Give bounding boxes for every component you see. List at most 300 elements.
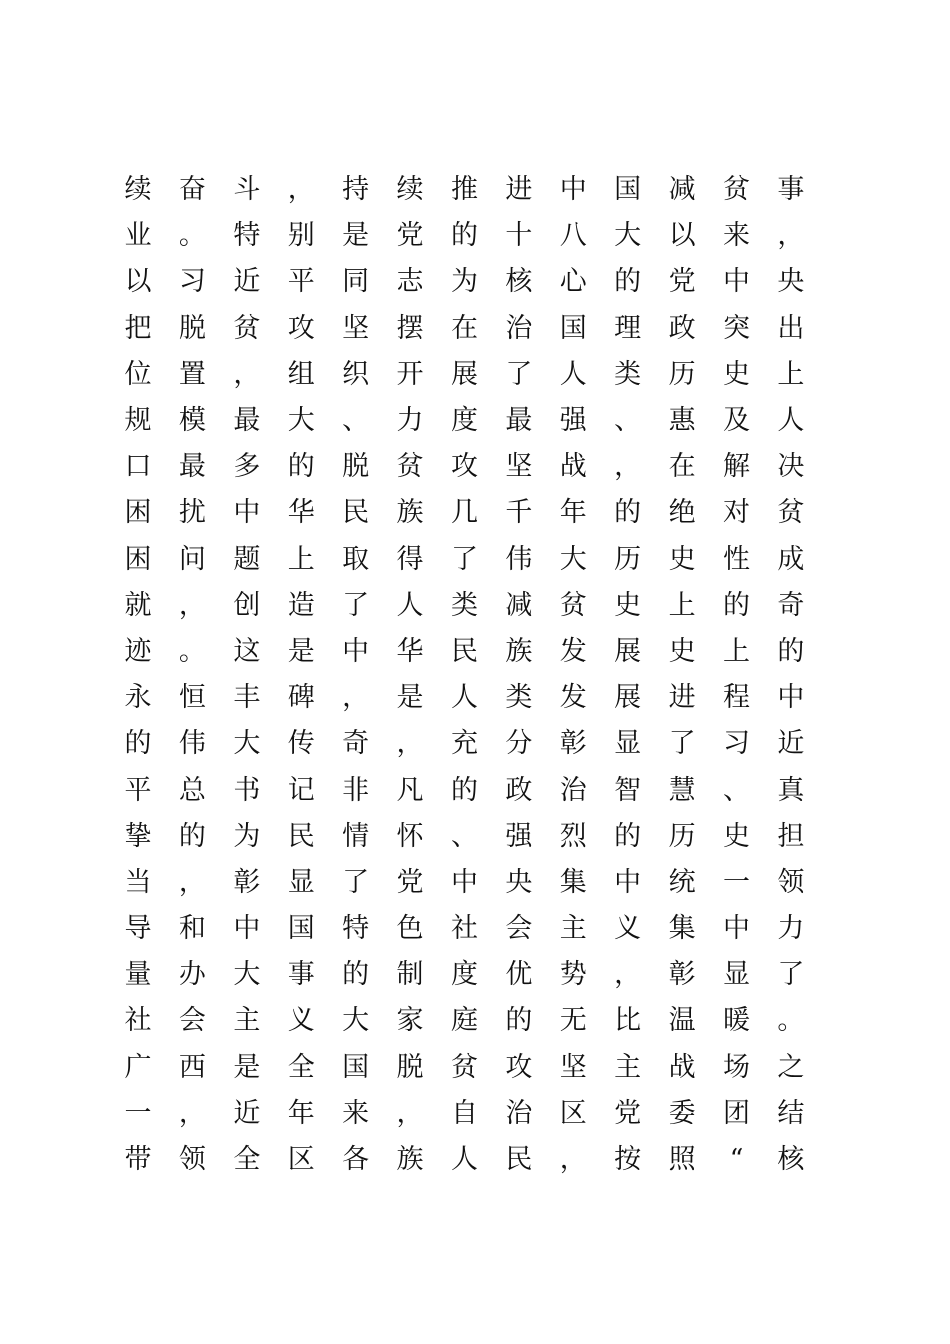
text-line	[112, 167, 817, 213]
text-char: 族	[505, 635, 533, 667]
text-char: 对	[722, 497, 750, 529]
text-char: 习	[722, 728, 750, 760]
text-char: 模	[178, 405, 206, 437]
text-char: 战	[559, 451, 587, 483]
text-char: 十	[505, 220, 533, 252]
text-char: 发	[559, 682, 587, 714]
text-char: 历	[614, 543, 642, 575]
text-char: 的	[450, 774, 478, 806]
text-char: 的	[505, 1005, 533, 1037]
text-char: ，	[614, 451, 642, 483]
text-char: 量	[124, 959, 152, 991]
text-char: 家	[396, 1005, 424, 1037]
text-char: 的	[178, 820, 206, 852]
text-line	[112, 352, 817, 398]
text-char: ，	[396, 1097, 424, 1129]
text-char: 政	[668, 312, 696, 344]
text-char: 核	[777, 1144, 805, 1176]
text-char: 带	[124, 1144, 152, 1176]
text-char: 坚	[342, 312, 370, 344]
text-char: ，	[178, 866, 206, 898]
text-char: 上	[287, 543, 315, 575]
text-char: 自	[450, 1097, 478, 1129]
text-char: 攻	[505, 1051, 533, 1083]
text-char: 度	[450, 405, 478, 437]
text-char: 永	[124, 682, 152, 714]
text-char: 主	[614, 1051, 642, 1083]
text-char: 贫	[233, 312, 261, 344]
text-char: 委	[668, 1097, 696, 1129]
text-char: 一	[722, 866, 750, 898]
text-char: 了	[342, 866, 370, 898]
text-char: 置	[178, 358, 206, 390]
text-char: 中	[233, 497, 261, 529]
text-char: 党	[396, 866, 424, 898]
text-char: 人	[777, 405, 805, 437]
text-char: 显	[287, 866, 315, 898]
text-char: 习	[178, 266, 206, 298]
text-char: 是	[287, 635, 315, 667]
text-char: 党	[396, 220, 424, 252]
text-char: 国	[287, 913, 315, 945]
text-char: 减	[505, 589, 533, 621]
text-char: 的	[614, 820, 642, 852]
text-char: 中	[450, 866, 478, 898]
text-char: 温	[668, 1005, 696, 1037]
text-char: 贫	[396, 451, 424, 483]
text-char: 人	[450, 1144, 478, 1176]
text-char: ，	[287, 174, 315, 206]
text-char: 及	[722, 405, 750, 437]
text-char: 是	[342, 220, 370, 252]
text-char: 了	[777, 959, 805, 991]
text-char: 大	[287, 405, 315, 437]
text-char: 了	[342, 589, 370, 621]
text-char: 是	[233, 1051, 261, 1083]
text-char: 展	[614, 635, 642, 667]
text-char: 照	[668, 1144, 696, 1176]
text-char: 度	[450, 959, 478, 991]
text-char: 显	[614, 728, 642, 760]
text-char: 贫	[559, 589, 587, 621]
text-char: 类	[505, 682, 533, 714]
text-line	[112, 213, 817, 259]
text-char: 中	[559, 174, 587, 206]
text-line	[112, 998, 817, 1044]
text-char: ，	[777, 220, 805, 252]
text-char: 绝	[668, 497, 696, 529]
text-char: 特	[342, 913, 370, 945]
text-char: 同	[342, 266, 370, 298]
text-char: 庭	[450, 1005, 478, 1037]
text-char: 族	[396, 1144, 424, 1176]
text-char: 中	[722, 913, 750, 945]
text-char: 按	[614, 1144, 642, 1176]
text-char: 彰	[559, 728, 587, 760]
text-char: 民	[505, 1144, 533, 1176]
text-char: 强	[505, 820, 533, 852]
text-char: 烈	[559, 820, 587, 852]
text-line	[112, 906, 817, 952]
text-char: 中	[342, 635, 370, 667]
text-char: 以	[124, 266, 152, 298]
text-char: 历	[668, 358, 696, 390]
text-char: 组	[287, 358, 315, 390]
text-char: 总	[178, 774, 206, 806]
text-line	[112, 444, 817, 490]
text-char: 传	[287, 728, 315, 760]
text-char: 心	[559, 266, 587, 298]
text-char: 来	[342, 1097, 370, 1129]
text-char: 成	[777, 543, 805, 575]
text-char: 奇	[777, 589, 805, 621]
text-char: 决	[777, 451, 805, 483]
text-char: 推	[450, 174, 478, 206]
text-char: 口	[124, 451, 152, 483]
text-char: 进	[505, 174, 533, 206]
text-char: 近	[777, 728, 805, 760]
text-line	[112, 259, 817, 305]
body-text	[112, 167, 817, 1183]
text-line	[112, 952, 817, 998]
text-char: 就	[124, 589, 152, 621]
text-char: 类	[614, 358, 642, 390]
text-char: 多	[233, 451, 261, 483]
text-char: 近	[233, 1097, 261, 1129]
text-char: 人	[396, 589, 424, 621]
text-char: 大	[233, 728, 261, 760]
text-char: 民	[450, 635, 478, 667]
text-char: ，	[396, 728, 424, 760]
text-char: “	[729, 1144, 744, 1176]
text-char: 当	[124, 866, 152, 898]
text-char: 分	[505, 728, 533, 760]
text-char: 力	[396, 405, 424, 437]
text-char: 、	[722, 774, 750, 806]
text-char: 上	[722, 635, 750, 667]
text-char: ，	[342, 682, 370, 714]
text-char: 民	[342, 497, 370, 529]
text-char: 中	[722, 266, 750, 298]
text-char: 、	[342, 405, 370, 437]
text-line	[112, 721, 817, 767]
text-char: 织	[342, 358, 370, 390]
text-char: 党	[614, 1097, 642, 1129]
text-char: 中	[233, 913, 261, 945]
text-char: 位	[124, 358, 152, 390]
text-char: 区	[287, 1144, 315, 1176]
text-char: 困	[124, 497, 152, 529]
text-char: 史	[722, 358, 750, 390]
text-char: 理	[614, 312, 642, 344]
text-char: 千	[505, 497, 533, 529]
text-char: 是	[396, 682, 424, 714]
text-char: 了	[505, 358, 533, 390]
text-char: 势	[559, 959, 587, 991]
text-char: 、	[450, 820, 478, 852]
text-char: 中	[614, 866, 642, 898]
text-char: 的	[124, 728, 152, 760]
text-char: 办	[178, 959, 206, 991]
text-char: 进	[668, 682, 696, 714]
text-char: 的	[777, 635, 805, 667]
text-char: 奇	[342, 728, 370, 760]
text-char: 的	[722, 589, 750, 621]
text-char: 暖	[722, 1005, 750, 1037]
text-char: 历	[668, 820, 696, 852]
text-char: ，	[559, 1144, 587, 1176]
text-char: 题	[233, 543, 261, 575]
text-line	[112, 583, 817, 629]
text-char: 平	[124, 774, 152, 806]
text-char: 程	[722, 682, 750, 714]
text-char: 业	[124, 220, 152, 252]
text-char: ，	[614, 959, 642, 991]
text-char: 社	[450, 913, 478, 945]
text-char: 广	[124, 1051, 152, 1083]
text-char: 情	[342, 820, 370, 852]
text-line	[112, 306, 817, 352]
text-char: 智	[614, 774, 642, 806]
text-char: 最	[233, 405, 261, 437]
text-char: 党	[668, 266, 696, 298]
text-line	[112, 1091, 817, 1137]
text-char: 得	[396, 543, 424, 575]
text-char: 人	[559, 358, 587, 390]
text-char: 央	[777, 266, 805, 298]
text-char: 丰	[233, 682, 261, 714]
text-char: 大	[342, 1005, 370, 1037]
text-char: 集	[668, 913, 696, 945]
text-char: 的	[287, 451, 315, 483]
text-char: 上	[777, 358, 805, 390]
text-char: 国	[614, 174, 642, 206]
text-char: 坚	[559, 1051, 587, 1083]
text-char: 主	[559, 913, 587, 945]
text-char: 凡	[396, 774, 424, 806]
text-char: 区	[559, 1097, 587, 1129]
text-char: 八	[559, 220, 587, 252]
text-char: 展	[450, 358, 478, 390]
text-char: 力	[777, 913, 805, 945]
text-char: 奋	[178, 174, 206, 206]
text-char: 规	[124, 405, 152, 437]
text-char: 色	[396, 913, 424, 945]
text-char: 治	[505, 1097, 533, 1129]
text-char: 国	[559, 312, 587, 344]
text-char: 中	[777, 682, 805, 714]
text-char: 攻	[287, 312, 315, 344]
text-char: 扰	[178, 497, 206, 529]
text-char: 贫	[450, 1051, 478, 1083]
text-char: 别	[287, 220, 315, 252]
text-char: 族	[396, 497, 424, 529]
text-char: 会	[505, 913, 533, 945]
text-char: 惠	[668, 405, 696, 437]
text-char: 。	[777, 1005, 805, 1037]
text-char: 央	[505, 866, 533, 898]
text-char: 年	[287, 1097, 315, 1129]
text-char: 突	[722, 312, 750, 344]
text-char: 统	[668, 866, 696, 898]
text-char: 领	[178, 1144, 206, 1176]
text-char: 义	[287, 1005, 315, 1037]
text-line	[112, 490, 817, 536]
text-char: 年	[559, 497, 587, 529]
text-char: 把	[124, 312, 152, 344]
text-line	[112, 767, 817, 813]
text-char: 造	[287, 589, 315, 621]
text-char: 脱	[178, 312, 206, 344]
text-line	[112, 860, 817, 906]
text-char: 事	[777, 174, 805, 206]
text-char: 充	[450, 728, 478, 760]
text-char: 上	[668, 589, 696, 621]
text-char: 碑	[287, 682, 315, 714]
text-char: 优	[505, 959, 533, 991]
text-char: 慧	[668, 774, 696, 806]
text-char: 比	[614, 1005, 642, 1037]
text-char: 核	[505, 266, 533, 298]
text-char: 担	[777, 820, 805, 852]
text-char: 为	[233, 820, 261, 852]
text-char: 伟	[505, 543, 533, 575]
text-char: 集	[559, 866, 587, 898]
text-line	[112, 814, 817, 860]
text-char: 迹	[124, 635, 152, 667]
text-char: 导	[124, 913, 152, 945]
text-char: 为	[450, 266, 478, 298]
text-line	[112, 537, 817, 583]
text-char: 近	[233, 266, 261, 298]
text-char: 史	[668, 543, 696, 575]
text-line	[112, 398, 817, 444]
text-char: 全	[287, 1051, 315, 1083]
text-char: 伟	[178, 728, 206, 760]
text-char: 领	[777, 866, 805, 898]
text-char: 坚	[505, 451, 533, 483]
text-char: 。	[178, 635, 206, 667]
text-char: 史	[668, 635, 696, 667]
text-char: 非	[342, 774, 370, 806]
text-char: 显	[722, 959, 750, 991]
text-char: 社	[124, 1005, 152, 1037]
text-char: 创	[233, 589, 261, 621]
text-char: 开	[396, 358, 424, 390]
text-char: 记	[287, 774, 315, 806]
text-char: 来	[722, 220, 750, 252]
text-char: 大	[559, 543, 587, 575]
text-char: 无	[559, 1005, 587, 1037]
text-char: 贫	[722, 174, 750, 206]
text-char: 这	[233, 635, 261, 667]
text-char: 主	[233, 1005, 261, 1037]
text-char: 国	[342, 1051, 370, 1083]
text-char: 一	[124, 1097, 152, 1129]
text-char: 史	[722, 820, 750, 852]
text-char: 、	[614, 405, 642, 437]
text-char: 大	[614, 220, 642, 252]
text-char: 挚	[124, 820, 152, 852]
text-char: 结	[777, 1097, 805, 1129]
text-char: 的	[342, 959, 370, 991]
text-char: 怀	[396, 820, 424, 852]
text-char: 脱	[342, 451, 370, 483]
text-char: 彰	[668, 959, 696, 991]
text-char: 贫	[777, 497, 805, 529]
text-char: 会	[178, 1005, 206, 1037]
text-char: 。	[178, 220, 206, 252]
text-char: 解	[722, 451, 750, 483]
text-char: 摆	[396, 312, 424, 344]
text-char: 民	[287, 820, 315, 852]
text-char: 最	[178, 451, 206, 483]
text-char: 西	[178, 1051, 206, 1083]
text-char: 特	[233, 220, 261, 252]
text-char: 政	[505, 774, 533, 806]
text-char: 史	[614, 589, 642, 621]
text-char: 出	[777, 312, 805, 344]
text-char: 战	[668, 1051, 696, 1083]
text-char: 全	[233, 1144, 261, 1176]
text-char: 以	[668, 220, 696, 252]
text-char: 恒	[178, 682, 206, 714]
text-line	[112, 1137, 817, 1183]
text-line	[112, 629, 817, 675]
text-char: 了	[450, 543, 478, 575]
text-char: 类	[450, 589, 478, 621]
text-char: 最	[505, 405, 533, 437]
text-line	[112, 675, 817, 721]
text-char: ，	[178, 1097, 206, 1129]
text-char: 续	[124, 174, 152, 206]
text-char: 展	[614, 682, 642, 714]
text-char: 场	[722, 1051, 750, 1083]
text-char: 和	[178, 913, 206, 945]
text-char: 大	[233, 959, 261, 991]
text-char: 各	[342, 1144, 370, 1176]
text-char: 彰	[233, 866, 261, 898]
text-char: 在	[668, 451, 696, 483]
text-char: 华	[396, 635, 424, 667]
text-char: 强	[559, 405, 587, 437]
text-line	[112, 1045, 817, 1091]
text-char: 治	[559, 774, 587, 806]
text-char: 人	[450, 682, 478, 714]
text-char: 困	[124, 543, 152, 575]
text-char: 几	[450, 497, 478, 529]
text-char: 书	[233, 774, 261, 806]
text-char: 攻	[450, 451, 478, 483]
text-char: 取	[342, 543, 370, 575]
text-char: 事	[287, 959, 315, 991]
text-char: 制	[396, 959, 424, 991]
text-char: 团	[722, 1097, 750, 1129]
text-char: 减	[668, 174, 696, 206]
text-char: 发	[559, 635, 587, 667]
text-char: ，	[233, 358, 261, 390]
text-char: 持	[342, 174, 370, 206]
text-char: 华	[287, 497, 315, 529]
text-char: 斗	[233, 174, 261, 206]
text-char: 在	[450, 312, 478, 344]
text-char: 的	[614, 266, 642, 298]
text-char: 问	[178, 543, 206, 575]
text-char: 脱	[396, 1051, 424, 1083]
text-char: 之	[777, 1051, 805, 1083]
text-char: 性	[722, 543, 750, 575]
text-char: ，	[178, 589, 206, 621]
